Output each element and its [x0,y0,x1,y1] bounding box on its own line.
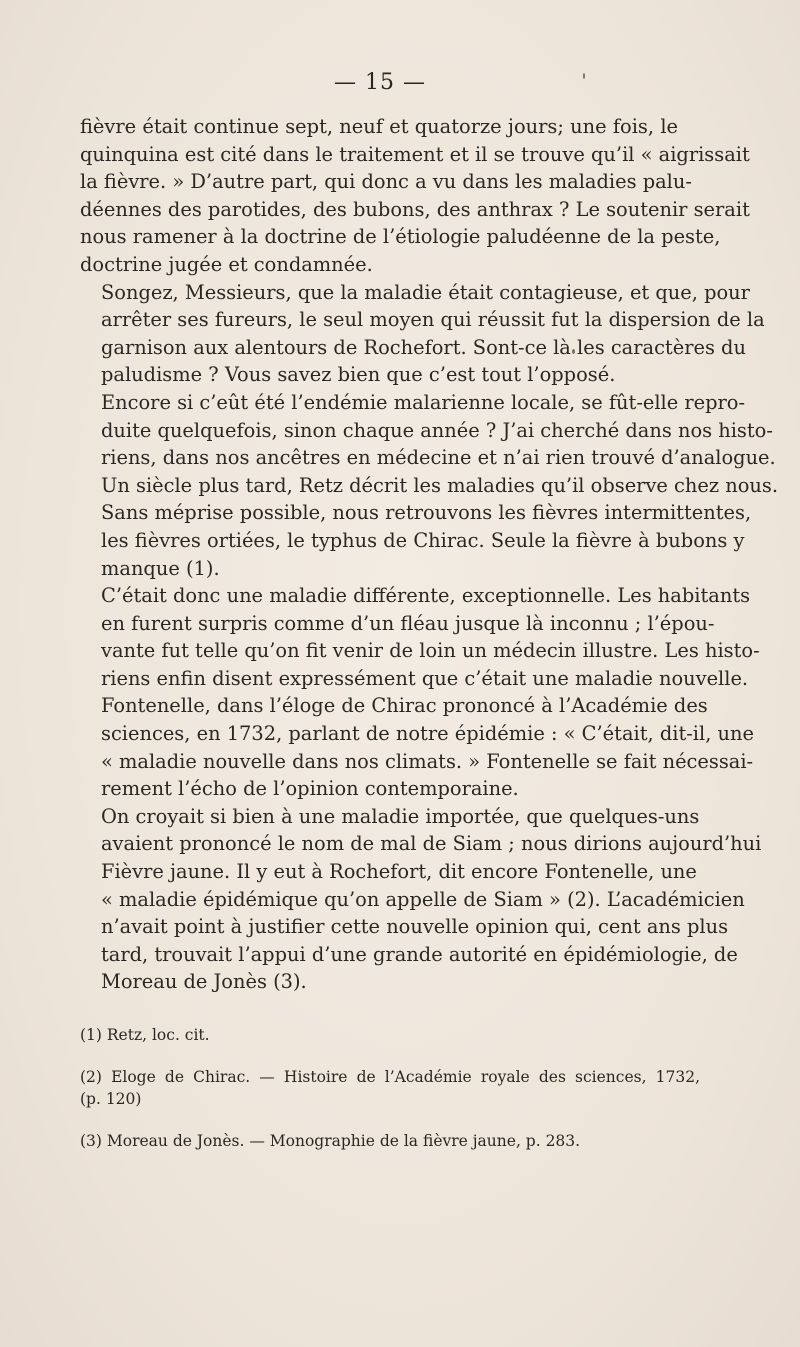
text-line: fièvre était continue sept, neuf et quatorze jours; une fois, le [80,115,678,138]
footnotes [80,1024,700,1172]
text-line: Encore si c’eût été l’endémie malarienne locale, se fût-elle repro- [101,390,746,414]
page-number: — 15 — [334,70,426,95]
text-line: C’était donc une maladie différente, exceptionnelle. Les habitants [101,584,751,608]
paragraph-6 [80,803,762,996]
body-text [80,113,779,996]
paragraph-3 [80,389,779,582]
text-line: garnison aux alentours de Rochefort. Sont-ce là les caractères du [101,335,746,359]
text-line: rement l’écho de l’opinion contemporaine. [101,777,519,801]
text-line: « maladie nouvelle dans nos climats. » Fontenelle se fait nécessai- [101,749,754,773]
paragraph-1 [80,113,750,279]
footnote-line: (1) Retz, loc. cit. [80,1026,210,1044]
paragraph-5 [80,692,754,802]
text-line: riens, dans nos ancêtres en médecine et n’ai rien trouvé d’analogue. [101,446,776,470]
text-line: arrêter ses fureurs, le seul moyen qui réussit fut la dispersion de la [101,308,765,332]
text-line: « maladie épidémique qu’on appelle de Siam » (2). L’académicien [101,887,745,911]
footnote-2 [80,1066,700,1110]
footnote-3 [80,1130,700,1152]
text-line: sciences, en 1732, parlant de notre épidémie : « C’était, dit-il, une [101,722,754,746]
text-line: avaient prononcé le nom de mal de Siam ; nous dirions aujourd’hui [101,832,762,856]
text-line: doctrine jugée et condamnée. [80,252,373,276]
paragraph-4 [80,582,760,692]
text-line: Sans méprise possible, nous retrouvons les fièvres intermittentes, [101,501,752,525]
text-line: Fièvre jaune. Il y eut à Rochefort, dit encore Fontenelle, une [101,860,697,884]
text-line: tard, trouvait l’appui d’une grande autorité en épidémiologie, de [101,942,738,966]
text-line: nous ramener à la doctrine de l’étiologie paludéenne de la peste, [80,225,721,249]
text-line: les fièvres ortiées, le typhus de Chirac. Seule la fièvre à bubons y [101,528,745,552]
text-line: manque (1). [101,556,220,580]
text-line: Fontenelle, dans l’éloge de Chirac prononcé à l’Académie des [101,694,708,718]
text-line: vante fut telle qu’on fit venir de loin un médecin illustre. Les histo- [101,639,760,663]
footnote-line: (2) Eloge de Chirac. — Histoire de l’Académie royale des sciences, 1732, [80,1068,700,1086]
footnote-line: (p. 120) [80,1090,142,1108]
footnote-line: (3) Moreau de Jonès. — Monographie de la fièvre jaune, p. 283. [80,1132,581,1150]
text-line: On croyait si bien à une maladie importée, que quelques-uns [101,804,700,828]
text-line: déennes des parotides, des bubons, des anthrax ? Le soutenir serait [80,197,750,221]
text-line: riens enfin disent expressément que c’était une maladie nouvelle. [101,666,749,690]
text-line: duite quelquefois, sinon chaque année ? J’ai cherché dans nos histo- [101,418,773,442]
paper-speck [583,73,585,79]
text-line: Moreau de Jonès (3). [101,970,307,994]
text-line: quinquina est cité dans le traitement et il se trouve qu’il « aigrissait [80,142,750,166]
text-line: paludisme ? Vous savez bien que c’est tout l’opposé. [101,363,616,387]
text-line: la fièvre. » D’autre part, qui donc a vu dans les maladies palu- [80,170,692,194]
text-line: n’avait point à justifier cette nouvelle opinion qui, cent ans plus [101,915,729,939]
text-line: en furent surpris comme d’un fléau jusque là inconnu ; l’épou- [101,611,715,635]
paragraph-2 [80,279,765,389]
text-line: Songez, Messieurs, que la maladie était contagieuse, et que, pour [101,280,750,304]
footnote-1 [80,1024,700,1046]
text-line: Un siècle plus tard, Retz décrit les maladies qu’il observe chez nous. [101,473,779,497]
